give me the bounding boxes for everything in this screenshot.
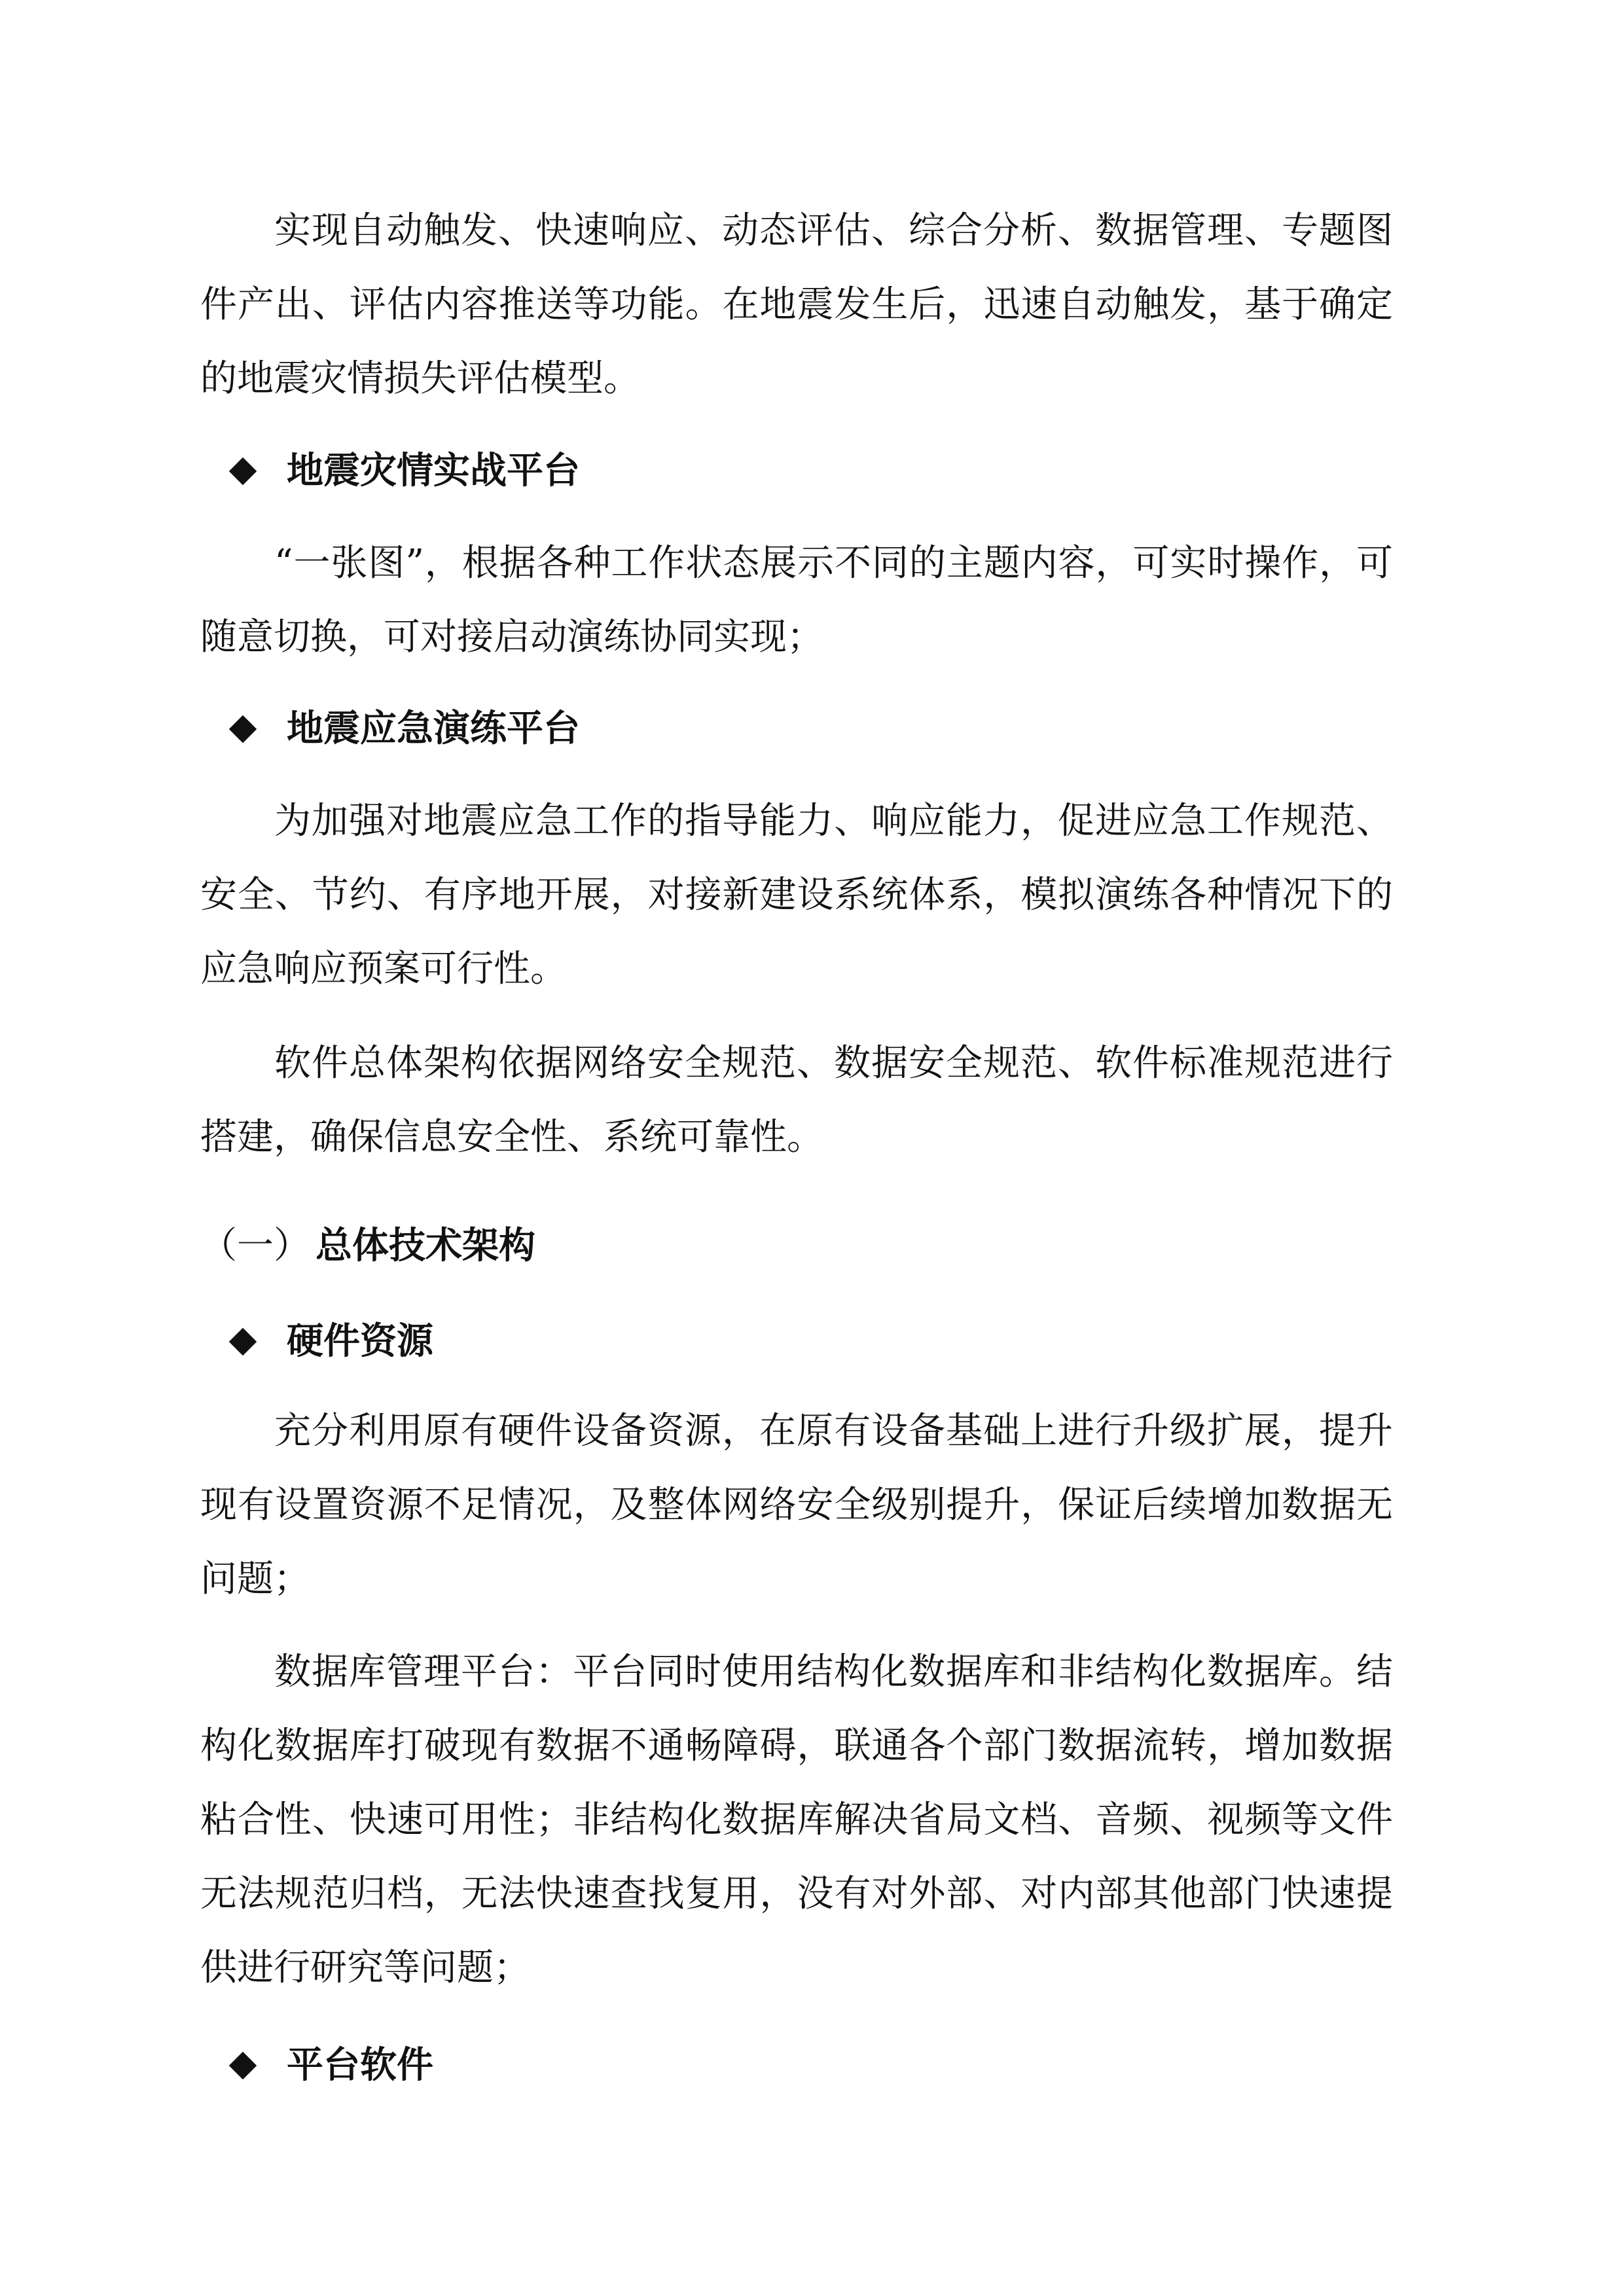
diamond-bullet-icon [229, 457, 257, 485]
bullet-heading-hardware [229, 1316, 433, 1368]
bullet-heading-text: 硬件资源 [287, 1320, 433, 1363]
bullet-heading-disaster-platform [229, 445, 580, 497]
diamond-bullet-icon [229, 2052, 257, 2079]
paragraph-one-map: “一张图”，根据各种工作状态展示不同的主题内容，可实时操作，可随意切换，可对接启动演练协同实现； [200, 542, 1393, 658]
bullet-heading-drill-platform [229, 703, 580, 755]
diamond-bullet-icon [229, 715, 257, 743]
section-number: （一） [200, 1225, 310, 1267]
bullet-heading-text: 地震应急演练平台 [287, 708, 580, 750]
section-title: 总体技术架构 [316, 1225, 535, 1267]
paragraph-software-architecture: 软件总体架构依据网络安全规范、数据安全规范、软件标准规范进行搭建，确保信息安全性、系统可靠性。 [200, 1042, 1393, 1158]
paragraph-drill-purpose: 为加强对地震应急工作的指导能力、响应能力，促进应急工作规范、安全、节约、有序地开展，对接新建设系统体系，模拟演练各种情况下的应急响应预案可行性。 [200, 800, 1393, 990]
paragraph-hardware-resources: 充分利用原有硬件设备资源，在原有设备基础上进行升级扩展，提升现有设置资源不足情况，及整体网络安全级别提升，保证后续增加数据无问题； [200, 1410, 1393, 1600]
paragraph-assessment-functions: 实现自动触发、快速响应、动态评估、综合分析、数据管理、专题图件产出、评估内容推送等功能。在地震发生后，迅速自动触发，基于确定的地震灾情损失评估模型。 [200, 209, 1393, 400]
section-heading-overall-architecture [200, 1220, 535, 1272]
bullet-heading-text: 地震灾情实战平台 [287, 450, 580, 492]
bullet-heading-text: 平台软件 [287, 2044, 433, 2087]
paragraph-database-platform: 数据库管理平台：平台同时使用结构化数据库和非结构化数据库。结构化数据库打破现有数据不通畅障碍，联通各个部门数据流转，增加数据粘合性、快速可用性；非结构化数据库解决省局文档、音频、视频等文件无法规范归档，无法快速查找复用，没有对外部、对内部其他部门快速提供进行研究等问题； [200, 1651, 1393, 1989]
diamond-bullet-icon [229, 1328, 257, 1355]
bullet-heading-platform-software [229, 2039, 433, 2092]
